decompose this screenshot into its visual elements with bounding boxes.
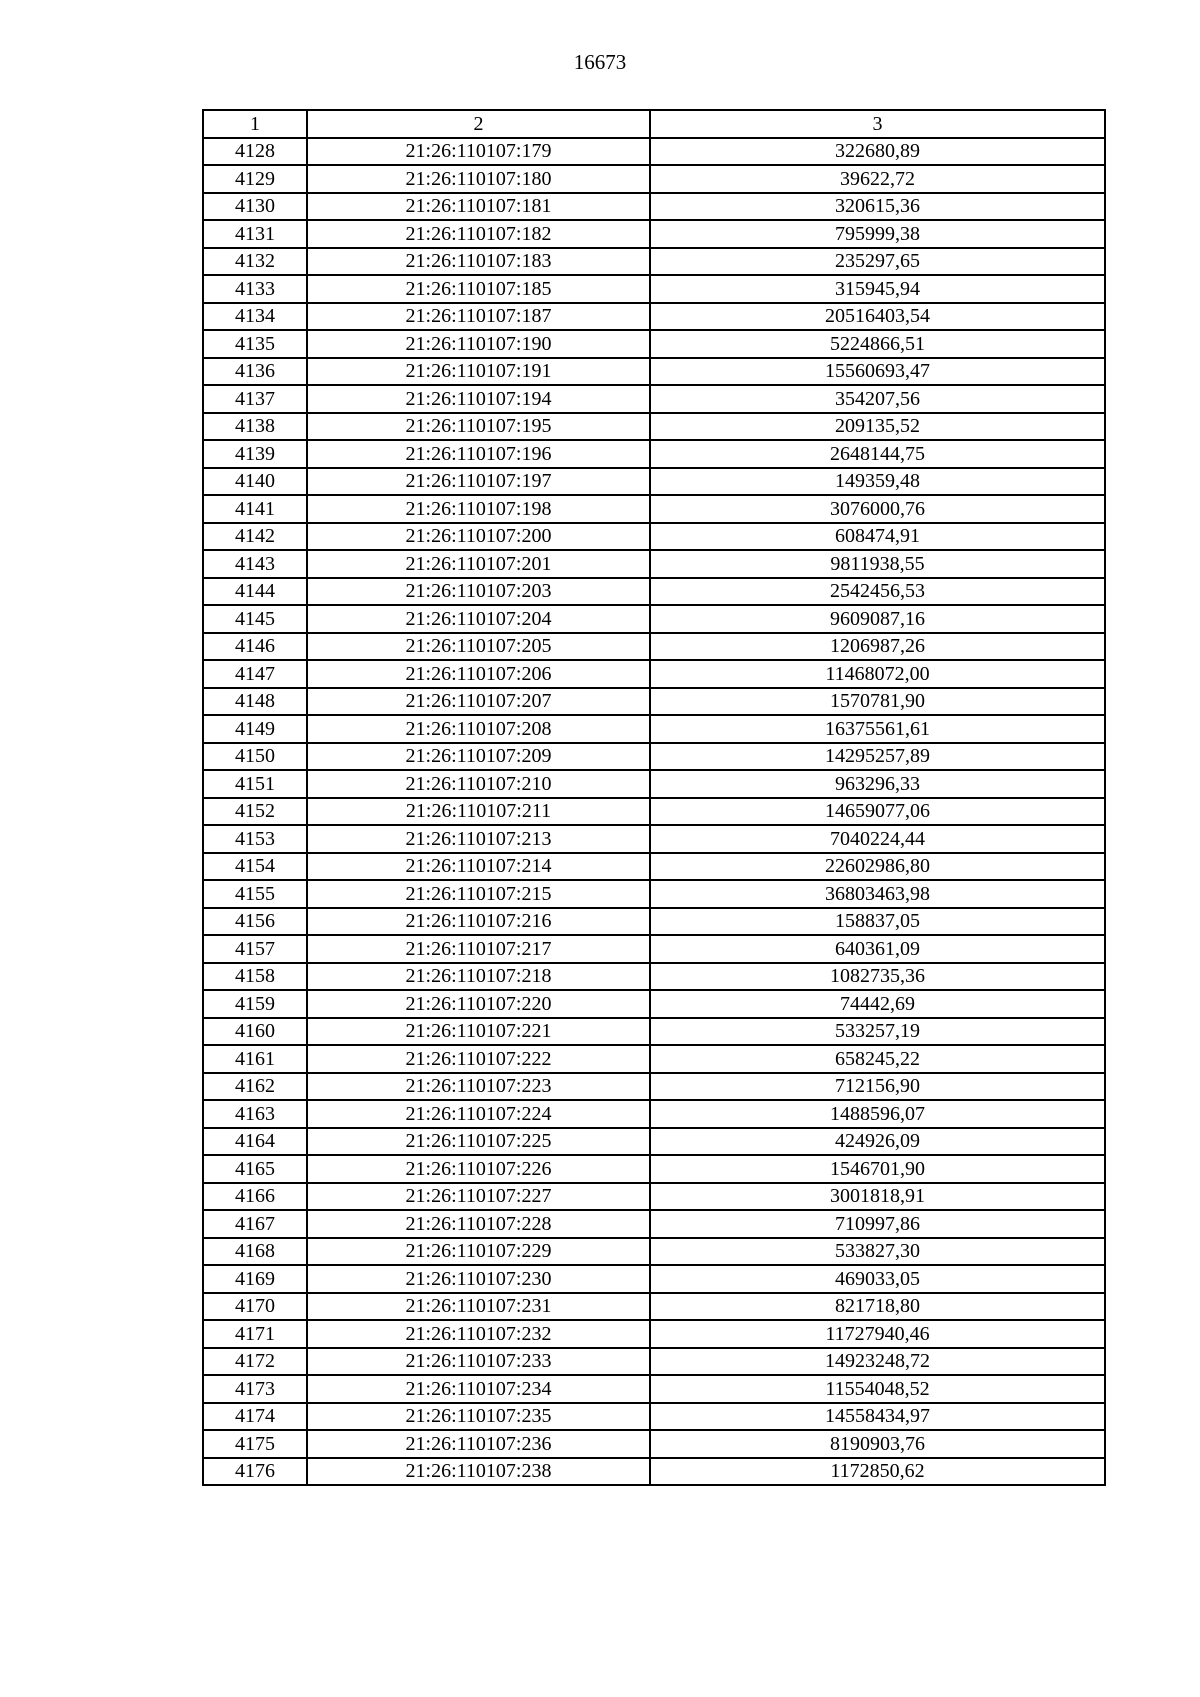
cadastral-number-cell: 21:26:110107:195 — [307, 413, 650, 441]
table-row — [203, 248, 1105, 276]
row-number-cell: 4145 — [203, 605, 307, 633]
value-cell: 1206987,26 — [650, 633, 1105, 661]
table-row — [203, 1128, 1105, 1156]
cadastral-number-cell: 21:26:110107:196 — [307, 440, 650, 468]
table-row — [203, 715, 1105, 743]
cadastral-number-cell: 21:26:110107:233 — [307, 1348, 650, 1376]
value-cell: 235297,65 — [650, 248, 1105, 276]
cadastral-number-cell: 21:26:110107:198 — [307, 495, 650, 523]
value-cell: 1172850,62 — [650, 1458, 1105, 1486]
cadastral-number-cell: 21:26:110107:204 — [307, 605, 650, 633]
table-row — [203, 825, 1105, 853]
table-row — [203, 1265, 1105, 1293]
row-number-cell: 4171 — [203, 1320, 307, 1348]
table-row — [203, 303, 1105, 331]
table-row — [203, 1100, 1105, 1128]
table-row — [203, 1238, 1105, 1266]
table-row — [203, 1458, 1105, 1486]
table-row — [203, 220, 1105, 248]
row-number-cell: 4142 — [203, 523, 307, 551]
value-cell: 963296,33 — [650, 770, 1105, 798]
value-cell: 469033,05 — [650, 1265, 1105, 1293]
data-table — [202, 109, 1106, 1486]
row-number-cell: 4135 — [203, 330, 307, 358]
table-row — [203, 275, 1105, 303]
value-cell: 11727940,46 — [650, 1320, 1105, 1348]
value-cell: 658245,22 — [650, 1045, 1105, 1073]
table-row — [203, 193, 1105, 221]
value-cell: 149359,48 — [650, 468, 1105, 496]
table-row — [203, 578, 1105, 606]
row-number-cell: 4128 — [203, 138, 307, 166]
cadastral-number-cell: 21:26:110107:218 — [307, 963, 650, 991]
row-number-cell: 4150 — [203, 743, 307, 771]
table-row — [203, 1293, 1105, 1321]
row-number-cell: 4163 — [203, 1100, 307, 1128]
row-number-cell: 4155 — [203, 880, 307, 908]
value-cell: 1570781,90 — [650, 688, 1105, 716]
cadastral-number-cell: 21:26:110107:182 — [307, 220, 650, 248]
value-cell: 322680,89 — [650, 138, 1105, 166]
table-row — [203, 468, 1105, 496]
cadastral-number-cell: 21:26:110107:211 — [307, 798, 650, 826]
value-cell: 3076000,76 — [650, 495, 1105, 523]
row-number-cell: 4130 — [203, 193, 307, 221]
cadastral-number-cell: 21:26:110107:235 — [307, 1403, 650, 1431]
row-number-cell: 4146 — [203, 633, 307, 661]
table-body — [203, 110, 1105, 1485]
table-row — [203, 908, 1105, 936]
cadastral-number-cell: 21:26:110107:181 — [307, 193, 650, 221]
value-cell: 9609087,16 — [650, 605, 1105, 633]
row-number-cell: 4157 — [203, 935, 307, 963]
row-number-cell: 4153 — [203, 825, 307, 853]
cadastral-number-cell: 21:26:110107:228 — [307, 1210, 650, 1238]
table-row — [203, 1348, 1105, 1376]
cadastral-number-cell: 21:26:110107:213 — [307, 825, 650, 853]
cadastral-number-cell: 21:26:110107:232 — [307, 1320, 650, 1348]
row-number-cell: 4149 — [203, 715, 307, 743]
value-cell: 712156,90 — [650, 1073, 1105, 1101]
column-header: 1 — [203, 110, 307, 138]
cadastral-number-cell: 21:26:110107:230 — [307, 1265, 650, 1293]
cadastral-number-cell: 21:26:110107:203 — [307, 578, 650, 606]
cadastral-number-cell: 21:26:110107:209 — [307, 743, 650, 771]
value-cell: 14295257,89 — [650, 743, 1105, 771]
value-cell: 5224866,51 — [650, 330, 1105, 358]
row-number-cell: 4161 — [203, 1045, 307, 1073]
table-row — [203, 1183, 1105, 1211]
table-row — [203, 633, 1105, 661]
value-cell: 710997,86 — [650, 1210, 1105, 1238]
row-number-cell: 4143 — [203, 550, 307, 578]
cadastral-number-cell: 21:26:110107:179 — [307, 138, 650, 166]
table-row — [203, 550, 1105, 578]
cadastral-number-cell: 21:26:110107:200 — [307, 523, 650, 551]
row-number-cell: 4169 — [203, 1265, 307, 1293]
table-row — [203, 138, 1105, 166]
value-cell: 16375561,61 — [650, 715, 1105, 743]
row-number-cell: 4151 — [203, 770, 307, 798]
cadastral-number-cell: 21:26:110107:197 — [307, 468, 650, 496]
cadastral-number-cell: 21:26:110107:225 — [307, 1128, 650, 1156]
row-number-cell: 4132 — [203, 248, 307, 276]
table-row — [203, 413, 1105, 441]
row-number-cell: 4159 — [203, 990, 307, 1018]
row-number-cell: 4139 — [203, 440, 307, 468]
value-cell: 74442,69 — [650, 990, 1105, 1018]
value-cell: 2648144,75 — [650, 440, 1105, 468]
table-row — [203, 440, 1105, 468]
value-cell: 608474,91 — [650, 523, 1105, 551]
cadastral-number-cell: 21:26:110107:194 — [307, 385, 650, 413]
value-cell: 209135,52 — [650, 413, 1105, 441]
cadastral-number-cell: 21:26:110107:180 — [307, 165, 650, 193]
row-number-cell: 4137 — [203, 385, 307, 413]
cadastral-number-cell: 21:26:110107:216 — [307, 908, 650, 936]
cadastral-number-cell: 21:26:110107:217 — [307, 935, 650, 963]
row-number-cell: 4138 — [203, 413, 307, 441]
table-row — [203, 1073, 1105, 1101]
value-cell: 14558434,97 — [650, 1403, 1105, 1431]
value-cell: 7040224,44 — [650, 825, 1105, 853]
table-row — [203, 1018, 1105, 1046]
row-number-cell: 4144 — [203, 578, 307, 606]
value-cell: 1488596,07 — [650, 1100, 1105, 1128]
value-cell: 9811938,55 — [650, 550, 1105, 578]
cadastral-number-cell: 21:26:110107:201 — [307, 550, 650, 578]
table-row — [203, 1155, 1105, 1183]
row-number-cell: 4158 — [203, 963, 307, 991]
cadastral-number-cell: 21:26:110107:215 — [307, 880, 650, 908]
cadastral-number-cell: 21:26:110107:185 — [307, 275, 650, 303]
value-cell: 158837,05 — [650, 908, 1105, 936]
table-row — [203, 165, 1105, 193]
row-number-cell: 4172 — [203, 1348, 307, 1376]
row-number-cell: 4160 — [203, 1018, 307, 1046]
value-cell: 14923248,72 — [650, 1348, 1105, 1376]
cadastral-number-cell: 21:26:110107:231 — [307, 1293, 650, 1321]
table-row — [203, 385, 1105, 413]
row-number-cell: 4133 — [203, 275, 307, 303]
cadastral-number-cell: 21:26:110107:207 — [307, 688, 650, 716]
table-row — [203, 853, 1105, 881]
row-number-cell: 4167 — [203, 1210, 307, 1238]
row-number-cell: 4134 — [203, 303, 307, 331]
value-cell: 533257,19 — [650, 1018, 1105, 1046]
table-row — [203, 523, 1105, 551]
value-cell: 11468072,00 — [650, 660, 1105, 688]
cadastral-number-cell: 21:26:110107:220 — [307, 990, 650, 1018]
value-cell: 821718,80 — [650, 1293, 1105, 1321]
value-cell: 15560693,47 — [650, 358, 1105, 386]
cadastral-number-cell: 21:26:110107:224 — [307, 1100, 650, 1128]
row-number-cell: 4168 — [203, 1238, 307, 1266]
row-number-cell: 4162 — [203, 1073, 307, 1101]
cadastral-number-cell: 21:26:110107:208 — [307, 715, 650, 743]
row-number-cell: 4165 — [203, 1155, 307, 1183]
cadastral-number-cell: 21:26:110107:221 — [307, 1018, 650, 1046]
table-row — [203, 963, 1105, 991]
row-number-cell: 4152 — [203, 798, 307, 826]
table-row — [203, 743, 1105, 771]
table-row — [203, 1430, 1105, 1458]
cadastral-number-cell: 21:26:110107:226 — [307, 1155, 650, 1183]
cadastral-number-cell: 21:26:110107:210 — [307, 770, 650, 798]
value-cell: 315945,94 — [650, 275, 1105, 303]
cadastral-number-cell: 21:26:110107:223 — [307, 1073, 650, 1101]
row-number-cell: 4164 — [203, 1128, 307, 1156]
value-cell: 14659077,06 — [650, 798, 1105, 826]
row-number-cell: 4136 — [203, 358, 307, 386]
value-cell: 795999,38 — [650, 220, 1105, 248]
value-cell: 8190903,76 — [650, 1430, 1105, 1458]
page-number: 16673 — [573, 50, 627, 74]
value-cell: 424926,09 — [650, 1128, 1105, 1156]
value-cell: 533827,30 — [650, 1238, 1105, 1266]
cadastral-number-cell: 21:26:110107:191 — [307, 358, 650, 386]
row-number-cell: 4131 — [203, 220, 307, 248]
value-cell: 39622,72 — [650, 165, 1105, 193]
cadastral-number-cell: 21:26:110107:183 — [307, 248, 650, 276]
cadastral-number-cell: 21:26:110107:227 — [307, 1183, 650, 1211]
value-cell: 20516403,54 — [650, 303, 1105, 331]
value-cell: 1082735,36 — [650, 963, 1105, 991]
row-number-cell: 4166 — [203, 1183, 307, 1211]
row-number-cell: 4176 — [203, 1458, 307, 1486]
table-row — [203, 1375, 1105, 1403]
column-header: 2 — [307, 110, 650, 138]
row-number-cell: 4170 — [203, 1293, 307, 1321]
table-row — [203, 880, 1105, 908]
cadastral-number-cell: 21:26:110107:205 — [307, 633, 650, 661]
value-cell: 320615,36 — [650, 193, 1105, 221]
row-number-cell: 4174 — [203, 1403, 307, 1431]
value-cell: 2542456,53 — [650, 578, 1105, 606]
column-header: 3 — [650, 110, 1105, 138]
table-row — [203, 330, 1105, 358]
row-number-cell: 4175 — [203, 1430, 307, 1458]
value-cell: 22602986,80 — [650, 853, 1105, 881]
table-row — [203, 1320, 1105, 1348]
row-number-cell: 4141 — [203, 495, 307, 523]
cadastral-number-cell: 21:26:110107:206 — [307, 660, 650, 688]
row-number-cell: 4148 — [203, 688, 307, 716]
cadastral-number-cell: 21:26:110107:234 — [307, 1375, 650, 1403]
value-cell: 36803463,98 — [650, 880, 1105, 908]
value-cell: 11554048,52 — [650, 1375, 1105, 1403]
row-number-cell: 4173 — [203, 1375, 307, 1403]
cadastral-number-cell: 21:26:110107:190 — [307, 330, 650, 358]
value-cell: 354207,56 — [650, 385, 1105, 413]
table-row — [203, 990, 1105, 1018]
cadastral-number-cell: 21:26:110107:229 — [307, 1238, 650, 1266]
cadastral-number-cell: 21:26:110107:222 — [307, 1045, 650, 1073]
table-row — [203, 1403, 1105, 1431]
cadastral-number-cell: 21:26:110107:236 — [307, 1430, 650, 1458]
table-row — [203, 605, 1105, 633]
table-row — [203, 358, 1105, 386]
table-row — [203, 770, 1105, 798]
row-number-cell: 4154 — [203, 853, 307, 881]
value-cell: 640361,09 — [650, 935, 1105, 963]
row-number-cell: 4129 — [203, 165, 307, 193]
table-row — [203, 495, 1105, 523]
cadastral-number-cell: 21:26:110107:238 — [307, 1458, 650, 1486]
table-row — [203, 1045, 1105, 1073]
row-number-cell: 4156 — [203, 908, 307, 936]
cadastral-number-cell: 21:26:110107:187 — [307, 303, 650, 331]
row-number-cell: 4147 — [203, 660, 307, 688]
value-cell: 1546701,90 — [650, 1155, 1105, 1183]
table-header-row — [203, 110, 1105, 138]
table-row — [203, 1210, 1105, 1238]
table-row — [203, 798, 1105, 826]
table-row — [203, 935, 1105, 963]
row-number-cell: 4140 — [203, 468, 307, 496]
value-cell: 3001818,91 — [650, 1183, 1105, 1211]
table-row — [203, 688, 1105, 716]
cadastral-number-cell: 21:26:110107:214 — [307, 853, 650, 881]
table-row — [203, 660, 1105, 688]
